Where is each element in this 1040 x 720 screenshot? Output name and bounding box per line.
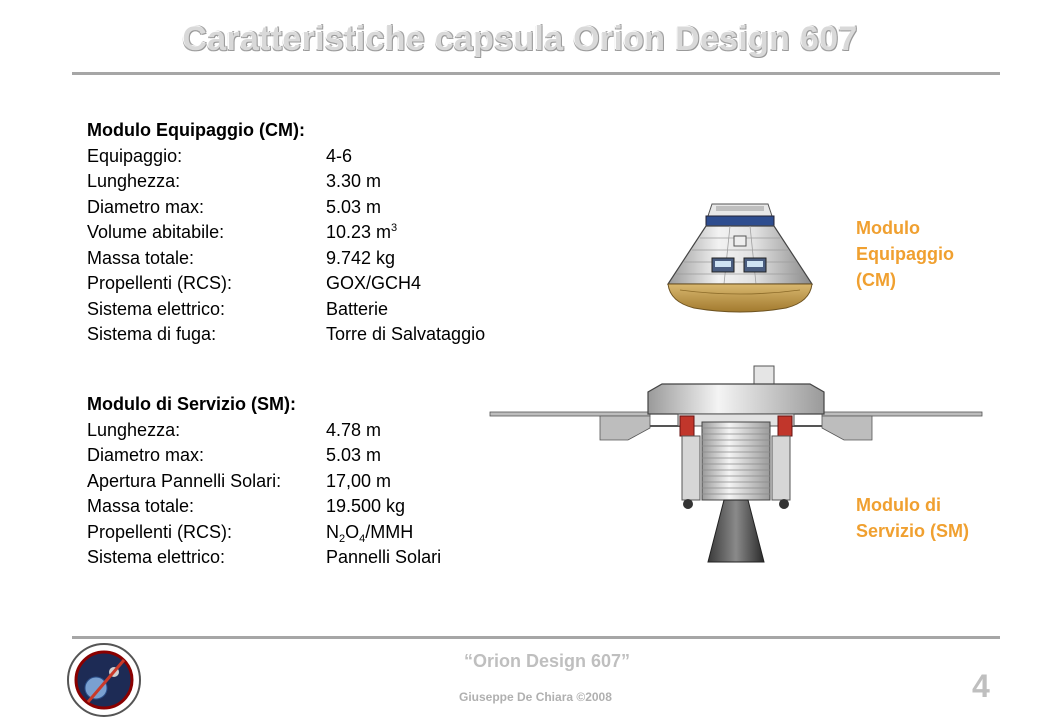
spec-row <box>87 169 382 195</box>
label-line: Modulo di <box>856 495 941 515</box>
spec-label: Lunghezza: <box>87 419 181 440</box>
label-line: Modulo <box>856 218 920 238</box>
formula-part: /MMH <box>365 521 414 542</box>
spec-row <box>87 494 406 520</box>
spec-label: Diametro max: <box>87 445 205 465</box>
spec-value: GOX/GCH4 <box>326 273 422 293</box>
spec-row <box>87 520 414 546</box>
spec-value-with-exponent <box>326 220 397 249</box>
exponent: 3 <box>391 222 398 234</box>
spec-value: 9.742 kg <box>326 247 396 268</box>
service-module-specs <box>87 392 442 571</box>
crew-module-specs <box>87 118 486 348</box>
service-module-figure-label <box>856 492 969 544</box>
formula-subscript: 2 <box>339 532 346 545</box>
spec-row <box>87 144 353 170</box>
crew-module-figure-label <box>856 215 954 293</box>
spec-row <box>87 322 486 348</box>
spec-value: 19.500 kg <box>326 496 406 516</box>
footer-title: “Orion Design 607” <box>463 651 631 671</box>
spec-label: Sistema di fuga: <box>87 324 217 344</box>
spec-value: 17,00 m <box>326 470 392 491</box>
spec-label: Massa totale: <box>87 496 195 516</box>
spec-value: 4-6 <box>326 145 353 166</box>
spec-label: Propellenti (RCS): <box>87 521 233 542</box>
author-credit: Giuseppe De Chiara ©2008 <box>459 690 612 704</box>
footer-divider <box>72 636 1000 639</box>
spec-label: Propellenti (RCS): <box>87 273 233 293</box>
spec-row <box>87 545 442 571</box>
spec-value: 3.30 m <box>326 171 382 191</box>
spec-value: Batterie <box>326 298 389 319</box>
formula-part: N <box>326 521 339 542</box>
spec-value: Torre di Salvataggio <box>326 324 486 344</box>
spec-row <box>87 418 382 444</box>
spec-value: 5.03 m <box>326 445 382 465</box>
spec-label: Volume abitabile: <box>87 222 225 242</box>
label-line: (CM) <box>856 270 896 290</box>
spec-row <box>87 220 398 246</box>
spec-row <box>87 195 382 221</box>
label-line: Servizio (SM) <box>856 521 970 541</box>
label-line: Equipaggio <box>856 244 954 264</box>
spec-label: Sistema elettrico: <box>87 298 226 319</box>
spec-label: Equipaggio: <box>87 145 183 166</box>
spec-row <box>87 443 382 469</box>
spec-row <box>87 246 396 272</box>
spec-label: Sistema elettrico: <box>87 547 226 567</box>
spec-label: Massa totale: <box>87 247 195 268</box>
spec-label: Diametro max: <box>87 196 205 217</box>
spec-label: Lunghezza: <box>87 171 181 191</box>
spec-value-chemical-formula <box>326 520 413 549</box>
spec-row <box>87 469 392 495</box>
spec-value: 10.23 m <box>326 222 392 242</box>
page-number: 4 <box>972 668 990 704</box>
spec-value: 5.03 m <box>326 196 382 217</box>
spec-value: 4.78 m <box>326 419 382 440</box>
spec-row <box>87 297 389 323</box>
formula-part: O <box>345 521 360 542</box>
crew-module-illustration <box>660 198 820 316</box>
crew-module-heading: Modulo Equipaggio (CM): <box>87 120 305 140</box>
spec-row <box>87 271 422 297</box>
spec-value: Pannelli Solari <box>326 547 442 567</box>
slide-title: Caratteristiche capsula Orion Design 607 <box>182 20 858 58</box>
title-divider <box>72 72 1000 75</box>
spec-label: Apertura Pannelli Solari: <box>87 470 282 491</box>
formula-subscript: 4 <box>359 532 366 545</box>
service-module-heading: Modulo di Servizio (SM): <box>87 394 296 414</box>
